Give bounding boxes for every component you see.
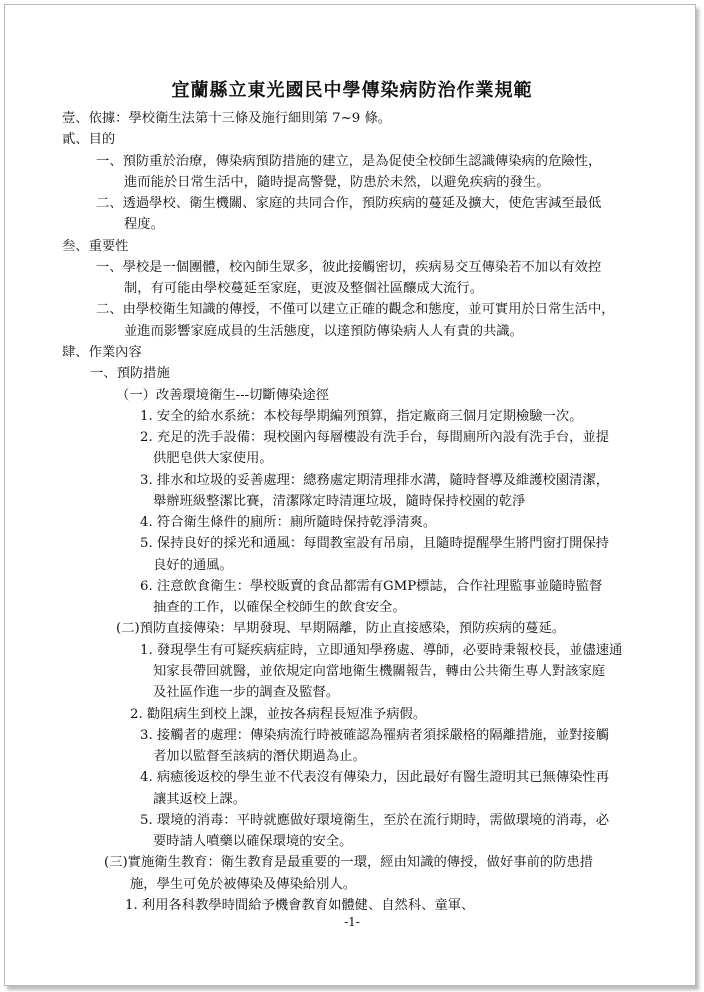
- text-line: 3. 接觸者的處理：傳染病流行時被確認為罹病者須採嚴格的隔離措施，並對接觸: [140, 727, 610, 743]
- text-line: 施，學生可免於被傳染及傳染給別人。: [130, 876, 357, 892]
- text-line: 供肥皂供大家使用。: [153, 451, 273, 467]
- document-title: 宜蘭縣立東光國民中學傳染病防治作業規範: [171, 80, 533, 101]
- text-line: 4. 病癒後返校的學生並不代表沒有傳染力，因此最好有醫生證明其已無傳染性再: [140, 770, 610, 786]
- text-line: 6. 注意飲食衛生：學校販賣的食品都需有GMP標誌，合作社理監事並隨時監督: [140, 578, 603, 594]
- text-line: 並進而影響家庭成員的生活態度，以達預防傳染病人人有責的共識。: [124, 323, 523, 339]
- text-line: 抽查的工作，以確保全校師生的飲食安全。: [153, 600, 406, 616]
- text-line: 2. 充足的洗手設備：現校園內每層樓設有洗手台，每間廁所內設有洗手台，並提: [140, 430, 610, 446]
- text-line: 1. 安全的給水系統：本校每學期編列預算，指定廠商三個月定期檢驗一次。: [140, 408, 583, 424]
- text-line: 貳、目的: [62, 132, 116, 148]
- text-line: 一、預防重於治療，傳染病預防措施的建立，是為促使全校師生認識傳染病的危險性，: [96, 153, 602, 169]
- text-line: 程度。: [124, 217, 164, 233]
- text-line: （一）改善環境衛生---切斷傳染途徑: [116, 387, 329, 403]
- text-line: 壹、依據：學校衛生法第十三條及施行細則第 7~9 條。: [62, 111, 392, 126]
- text-line: 讓其返校上課。: [153, 791, 247, 807]
- text-line: 5. 保持良好的採光和通風：每間教室設有吊扇，且隨時提醒學生將門窗打開保持: [140, 536, 610, 552]
- text-line: 制，有可能由學校蔓延至家庭，更波及整個社區釀成大流行。: [124, 281, 484, 297]
- text-line: 肆、作業內容: [62, 344, 142, 360]
- page-number: -1-: [344, 915, 360, 929]
- text-line: 1. 利用各科教學時間給予機會教育如體健、自然科、童軍、: [125, 898, 475, 913]
- text-line: 及社區作進一步的調查及監督。: [153, 685, 340, 701]
- text-line: 一、學校是一個團體，校內師生眾多，彼此接觸密切，疾病易交互傳染若不加以有效控: [96, 259, 602, 275]
- text-line: 進而能於日常生活中，隨時提高警覺，防患於未然，以避免疾病的發生。: [124, 174, 550, 190]
- text-line: 二、由學校衛生知識的傳授，不僅可以建立正確的觀念和態度，並可實用於日常生活中，: [96, 302, 615, 318]
- text-line: 舉辦班級整潔比賽，清潔隊定時清運垃圾，隨時保持校園的乾淨: [153, 493, 526, 509]
- text-line: 2. 勸阻病生到校上課，並按各病程長短准予病假。: [130, 706, 427, 722]
- text-line: 要時請人噴藥以確保環境的安全。: [153, 834, 353, 850]
- text-line: (二)預防直接傳染：早期發現、早期隔離，防止直接感染，預防疾病的蔓延。: [116, 621, 566, 637]
- text-line: (三)實施衛生教育：衛生教育是最重要的一環，經由知識的傳授，做好事前的防患措: [104, 855, 594, 871]
- text-line: 一、預防措施: [90, 366, 170, 382]
- text-line: 5. 環境的消毒：平時就應做好環境衛生，至於在流行期時，需做環境的消毒，必: [140, 812, 610, 828]
- text-line: 叁、重要性: [62, 238, 129, 254]
- text-line: 3. 排水和垃圾的妥善處理：總務處定期清理排水溝，隨時督導及維護校園清潔，: [140, 472, 610, 488]
- text-line: 知家長帶回就醫，並依規定向當地衛生機關報告，轉由公共衛生專人對該家庭: [153, 664, 606, 680]
- text-line: 二、透過學校、衛生機關、家庭的共同合作，預防疾病的蔓延及擴大，使危害減至最低: [96, 196, 602, 212]
- text-line: 4. 符合衛生條件的廁所：廁所隨時保持乾淨清爽。: [140, 515, 437, 531]
- text-line: 1. 發現學生有可疑疾病症時，立即通知學務處、導師，必要時秉報校長，並儘速通: [140, 642, 623, 658]
- text-line: 良好的通風。: [153, 557, 233, 573]
- text-line: 者加以監督至該病的潛伏期過為止。: [153, 749, 366, 765]
